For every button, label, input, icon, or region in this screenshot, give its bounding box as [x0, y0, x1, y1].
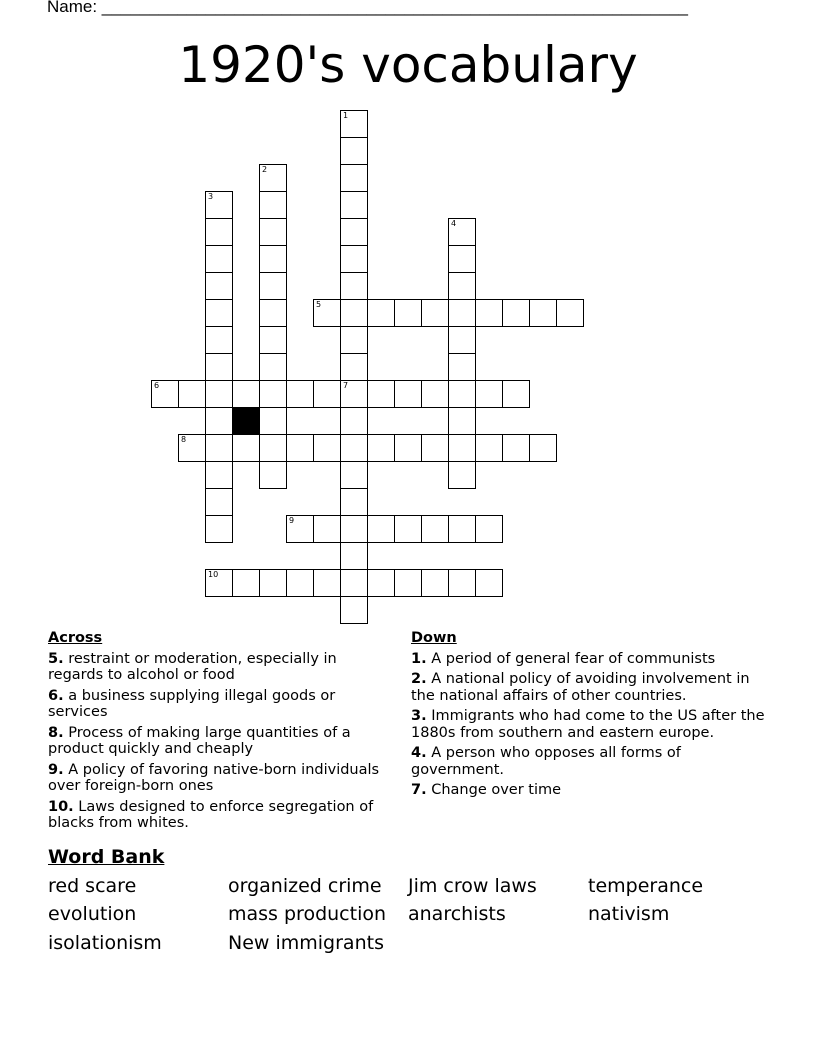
grid-cell[interactable]: [259, 218, 287, 246]
grid-cell[interactable]: [205, 380, 233, 408]
grid-cell[interactable]: [367, 515, 395, 543]
grid-cell[interactable]: [340, 245, 368, 273]
grid-cell[interactable]: [259, 326, 287, 354]
grid-cell[interactable]: [205, 353, 233, 381]
grid-cell[interactable]: [448, 569, 476, 597]
clue-number: 2: [262, 165, 268, 174]
clue-number: 10: [208, 570, 219, 579]
grid-cell[interactable]: [367, 299, 395, 327]
clue-number: 9: [289, 516, 295, 525]
word-bank-item: anarchists: [408, 903, 506, 925]
grid-cell[interactable]: [475, 380, 503, 408]
grid-cell[interactable]: [448, 245, 476, 273]
grid-cell[interactable]: [340, 542, 368, 570]
across-clue: 9. A policy of favoring native-born individuals over foreign-born ones: [48, 761, 380, 794]
grid-cell[interactable]: [259, 191, 287, 219]
grid-cell[interactable]: [448, 461, 476, 489]
grid-cell[interactable]: [448, 272, 476, 300]
grid-cell[interactable]: [556, 299, 584, 327]
down-clue: 4. A person who opposes all forms of government.: [411, 745, 681, 778]
grid-cell[interactable]: [313, 569, 341, 597]
name-field-label: Name: ______________________________________________________________: [47, 0, 688, 16]
grid-cell[interactable]: [340, 407, 368, 435]
across-clue: 5. restraint or moderation, especially in regards to alcohol or food: [48, 650, 337, 683]
grid-cell[interactable]: [340, 353, 368, 381]
page-title: 1920's vocabulary: [178, 36, 638, 94]
grid-cell[interactable]: [502, 299, 530, 327]
word-bank-item: mass production: [228, 903, 387, 925]
grid-cell[interactable]: [529, 434, 557, 462]
clue-number: 6: [154, 381, 160, 390]
grid-cell[interactable]: [448, 380, 476, 408]
clue-number: 7: [343, 381, 349, 390]
word-bank-item: Jim crow laws: [408, 875, 537, 897]
grid-cell[interactable]: [475, 299, 503, 327]
word-bank-item: red scare: [48, 875, 137, 897]
word-bank-item: nativism: [588, 903, 670, 925]
grid-cell[interactable]: [205, 461, 233, 489]
across-clue: 8. Process of making large quantities of a product quickly and cheaply: [48, 724, 351, 757]
grid-cell[interactable]: [286, 380, 314, 408]
grid-cell[interactable]: [205, 245, 233, 273]
grid-cell[interactable]: [340, 380, 368, 408]
word-bank-title: Word Bank: [48, 846, 165, 868]
grid-cell[interactable]: [259, 434, 287, 462]
grid-cell[interactable]: [340, 326, 368, 354]
down-clue: 3. Immigrants who had come to the US after the 1880s from southern and eastern europe.: [411, 708, 765, 741]
grid-cell[interactable]: [340, 110, 368, 138]
grid-cell[interactable]: [205, 515, 233, 543]
grid-cell[interactable]: [232, 380, 260, 408]
grid-cell[interactable]: [313, 380, 341, 408]
down-heading: Down: [411, 630, 457, 646]
grid-cell[interactable]: [259, 164, 287, 192]
grid-cell[interactable]: [205, 434, 233, 462]
grid-cell[interactable]: [448, 299, 476, 327]
grid-cell[interactable]: [259, 272, 287, 300]
grid-cell[interactable]: [259, 245, 287, 273]
word-bank-item: isolationism: [48, 932, 162, 954]
grid-cell[interactable]: [259, 353, 287, 381]
grid-cell[interactable]: [367, 434, 395, 462]
grid-cell[interactable]: [367, 380, 395, 408]
grid-cell[interactable]: [340, 137, 368, 165]
grid-cell[interactable]: [259, 299, 287, 327]
across-clue: 10. Laws designed to enforce segregation of blacks from whites.: [48, 798, 374, 831]
down-clues: [411, 630, 771, 803]
word-bank-item: organized crime: [228, 875, 382, 897]
grid-cell[interactable]: [259, 407, 287, 435]
grid-cell[interactable]: [448, 407, 476, 435]
grid-cell[interactable]: [394, 515, 422, 543]
grid-cell[interactable]: [367, 569, 395, 597]
clue-number: 1: [343, 111, 349, 120]
grid-cell[interactable]: [313, 434, 341, 462]
grid-cell[interactable]: [205, 326, 233, 354]
grid-cell[interactable]: [259, 461, 287, 489]
clue-number: 8: [181, 435, 187, 444]
grid-cell[interactable]: [448, 326, 476, 354]
grid-cell[interactable]: [340, 569, 368, 597]
grid-cell[interactable]: [394, 299, 422, 327]
grid-cell[interactable]: [286, 515, 314, 543]
grid-cell[interactable]: [475, 569, 503, 597]
grid-cell[interactable]: [421, 515, 449, 543]
grid-cell[interactable]: [151, 380, 179, 408]
grid-cell[interactable]: [502, 380, 530, 408]
grid-cell[interactable]: [340, 488, 368, 516]
grid-cell[interactable]: [529, 299, 557, 327]
grid-cell[interactable]: [394, 434, 422, 462]
grid-cell[interactable]: [394, 569, 422, 597]
clue-number: 5: [316, 300, 322, 309]
grid-cell[interactable]: [340, 191, 368, 219]
down-clue: 7. Change over time: [411, 782, 562, 798]
black-cell: [232, 407, 260, 435]
grid-cell[interactable]: [205, 272, 233, 300]
grid-cell[interactable]: [205, 191, 233, 219]
grid-cell[interactable]: [205, 569, 233, 597]
grid-cell[interactable]: [340, 461, 368, 489]
grid-cell[interactable]: [232, 569, 260, 597]
grid-cell[interactable]: [340, 434, 368, 462]
clue-number: 3: [208, 192, 214, 201]
down-clue: 2. A national policy of avoiding involvement in the national affairs of other countries.: [411, 671, 750, 704]
grid-cell[interactable]: [286, 434, 314, 462]
grid-cell[interactable]: [286, 569, 314, 597]
clue-number: 4: [451, 219, 457, 228]
grid-cell[interactable]: [394, 380, 422, 408]
word-bank-item: temperance: [588, 875, 704, 897]
grid-cell[interactable]: [232, 434, 260, 462]
grid-cell[interactable]: [313, 299, 341, 327]
grid-cell[interactable]: [340, 218, 368, 246]
grid-cell[interactable]: [502, 434, 530, 462]
grid-cell[interactable]: [205, 218, 233, 246]
grid-cell[interactable]: [340, 272, 368, 300]
word-bank-item: evolution: [48, 903, 137, 925]
across-heading: Across: [48, 630, 103, 646]
grid-cell[interactable]: [421, 569, 449, 597]
grid-cell[interactable]: [421, 380, 449, 408]
grid-cell[interactable]: [340, 164, 368, 192]
grid-cell[interactable]: [475, 515, 503, 543]
grid-cell[interactable]: [259, 380, 287, 408]
across-clue: 6. a business supplying illegal goods or services: [48, 687, 336, 720]
grid-cell[interactable]: [421, 299, 449, 327]
grid-cell[interactable]: [340, 515, 368, 543]
grid-cell[interactable]: [340, 596, 368, 624]
grid-cell[interactable]: [205, 407, 233, 435]
grid-cell[interactable]: [421, 434, 449, 462]
grid-cell[interactable]: [448, 218, 476, 246]
grid-cell[interactable]: [448, 353, 476, 381]
grid-cell[interactable]: [448, 515, 476, 543]
word-bank-item: New immigrants: [228, 932, 384, 954]
down-clue: 1. A period of general fear of communists: [411, 650, 716, 667]
grid-cell[interactable]: [205, 299, 233, 327]
grid-cell[interactable]: [313, 515, 341, 543]
grid-cell[interactable]: [259, 569, 287, 597]
grid-cell[interactable]: [178, 434, 206, 462]
grid-cell[interactable]: [178, 380, 206, 408]
across-clues: [48, 630, 393, 836]
grid-cell[interactable]: [205, 488, 233, 516]
grid-cell[interactable]: [475, 434, 503, 462]
grid-cell[interactable]: [340, 299, 368, 327]
grid-cell[interactable]: [448, 434, 476, 462]
